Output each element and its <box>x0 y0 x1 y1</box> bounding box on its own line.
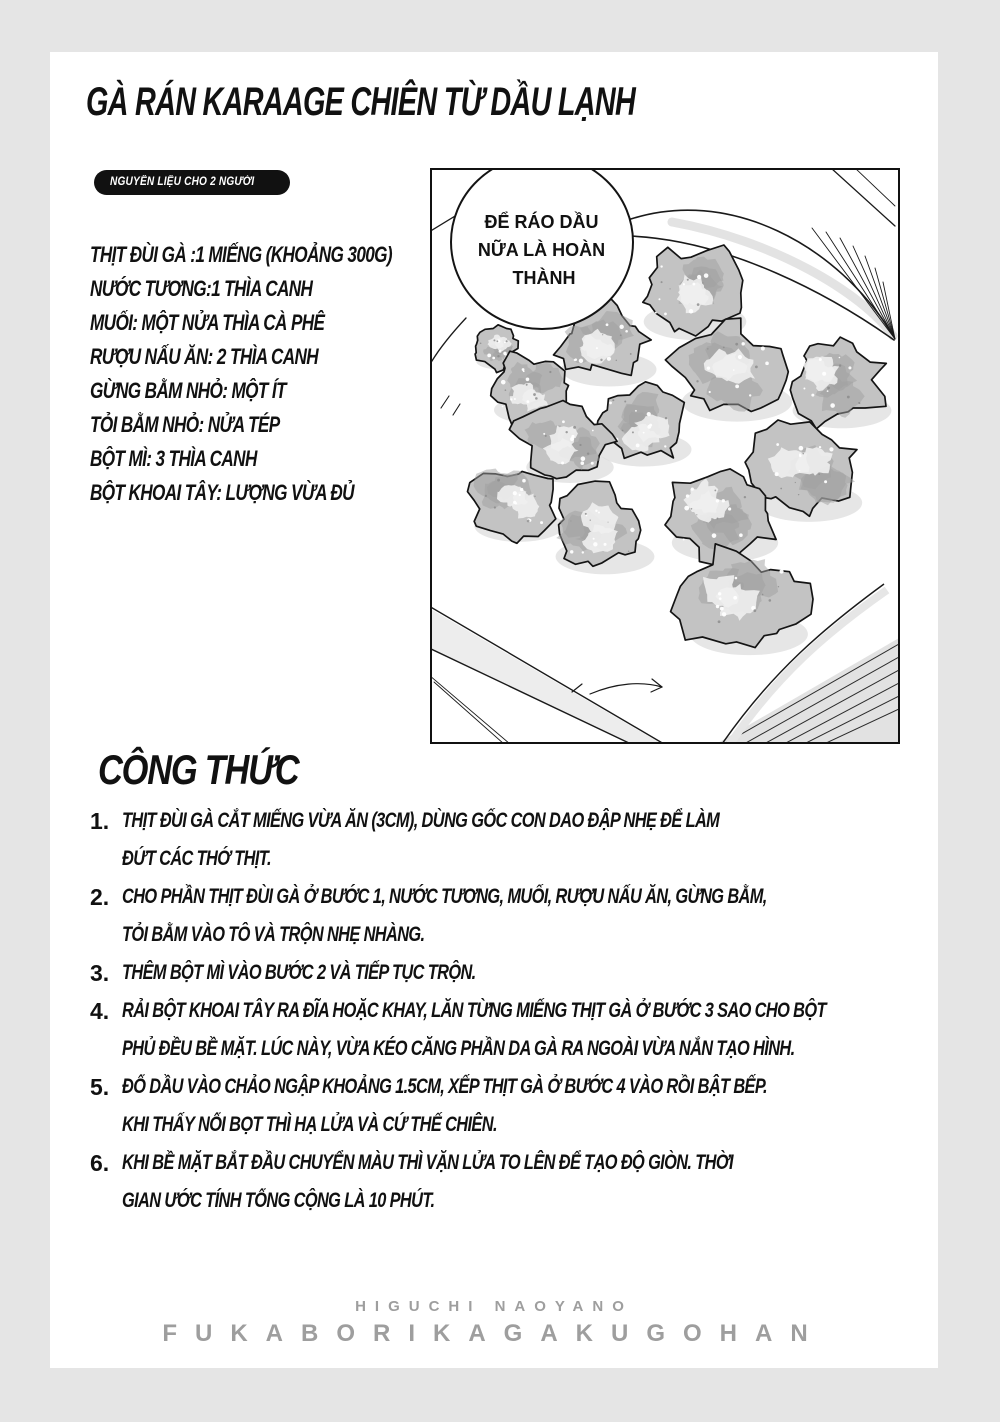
karaage-illustration <box>432 170 898 742</box>
step-5 <box>90 1068 920 1144</box>
ingredients-list <box>90 238 477 510</box>
footer-author: HIGUCHI NAOYANO <box>355 1298 633 1315</box>
ingredient-item: MUỐI: MỘT NỬA THÌA CÀ PHÊ <box>90 310 325 335</box>
step-text-line: THỊT ĐÙI GÀ CẮT MIẾNG VỪA ĂN (3CM), DÙNG GỐC CON DAO ĐẬP NHẸ ĐỂ LÀM <box>122 809 720 832</box>
ingredient-item: THỊT ĐÙI GÀ :1 MIẾNG (KHOẢNG 300G) <box>90 242 392 267</box>
speech-bubble-text: ĐỂ RÁO DẦU NỮA LÀ HOÀN THÀNH <box>477 212 606 288</box>
servings-badge-label: NGUYÊN LIỆU CHO 2 NGƯỜI <box>110 176 255 188</box>
manga-panel <box>430 168 900 744</box>
step-number: 6. <box>90 1150 110 1176</box>
ingredient-item: BỘT MÌ: 3 THÌA CANH <box>90 446 257 471</box>
step-text-line: KHI BỀ MẶT BẮT ĐẦU CHUYỂN MÀU THÌ VẶN LỬA TO LÊN ĐỂ TẠO ĐỘ GIÒN. THỜI <box>122 1151 733 1174</box>
servings-badge <box>94 170 290 195</box>
step-1 <box>90 802 920 878</box>
step-number: 5. <box>90 1074 110 1100</box>
step-text-line: CHO PHẦN THỊT ĐÙI GÀ Ở BƯỚC 1, NƯỚC TƯƠNG, MUỐI, RƯỢU NẤU ĂN, GỪNG BẰM, <box>122 885 767 908</box>
recipe-page-card <box>50 52 938 1368</box>
step-text-line: ĐỔ DẦU VÀO CHẢO NGẬP KHOẢNG 1.5CM, XẾP THỊT GÀ Ở BƯỚC 4 VÀO RỒI BẬT BẾP. <box>122 1075 767 1098</box>
step-number: 2. <box>90 884 110 910</box>
ingredient-item: BỘT KHOAI TÂY: LƯỢNG VỪA ĐỦ <box>90 480 354 505</box>
step-6 <box>90 1144 920 1220</box>
step-text-line: PHỦ ĐỀU BỀ MẶT. LÚC NÀY, VỪA KÉO CĂNG PHẦN DA GÀ RA NGOÀI VỪA NẮN TẠO HÌNH. <box>122 1037 795 1060</box>
recipe-heading: CÔNG THỨC <box>98 746 299 793</box>
step-number: 1. <box>90 808 110 834</box>
step-number: 4. <box>90 998 110 1024</box>
step-text-line: TỎI BẰM VÀO TÔ VÀ TRỘN NHẸ NHÀNG. <box>122 923 425 946</box>
step-text-line: THÊM BỘT MÌ VÀO BƯỚC 2 VÀ TIẾP TỤC TRỘN. <box>122 961 476 984</box>
ingredient-item: RƯỢU NẤU ĂN: 2 THÌA CANH <box>90 344 319 369</box>
page-title: GÀ RÁN KARAAGE CHIÊN TỪ DẦU LẠNH <box>86 80 636 124</box>
step-text-line: KHI THẤY NỔI BỌT THÌ HẠ LỬA VÀ CỨ THẾ CHIÊN. <box>122 1113 497 1136</box>
step-2 <box>90 878 920 954</box>
steps-list <box>90 802 920 1220</box>
footer-series-title: FUKABORIKAGAKUGOHAN <box>162 1320 826 1347</box>
step-text-line: ĐỨT CÁC THỚ THỊT. <box>122 847 271 870</box>
step-text-line: RẢI BỘT KHOAI TÂY RA ĐĨA HOẶC KHAY, LĂN TỪNG MIẾNG THỊT GÀ Ở BƯỚC 3 SAO CHO BỘT <box>122 999 826 1022</box>
ingredient-item: GỪNG BẰM NHỎ: MỘT ÍT <box>90 378 286 403</box>
ingredient-item: TỎI BẰM NHỎ: NỬA TÉP <box>90 412 280 437</box>
ingredient-item: NƯỚC TƯƠNG:1 THÌA CANH <box>90 276 313 301</box>
step-4 <box>90 992 920 1068</box>
step-text-line: GIAN ƯỚC TÍNH TỔNG CỘNG LÀ 10 PHÚT. <box>122 1189 435 1212</box>
step-3 <box>90 954 920 992</box>
step-number: 3. <box>90 960 110 986</box>
